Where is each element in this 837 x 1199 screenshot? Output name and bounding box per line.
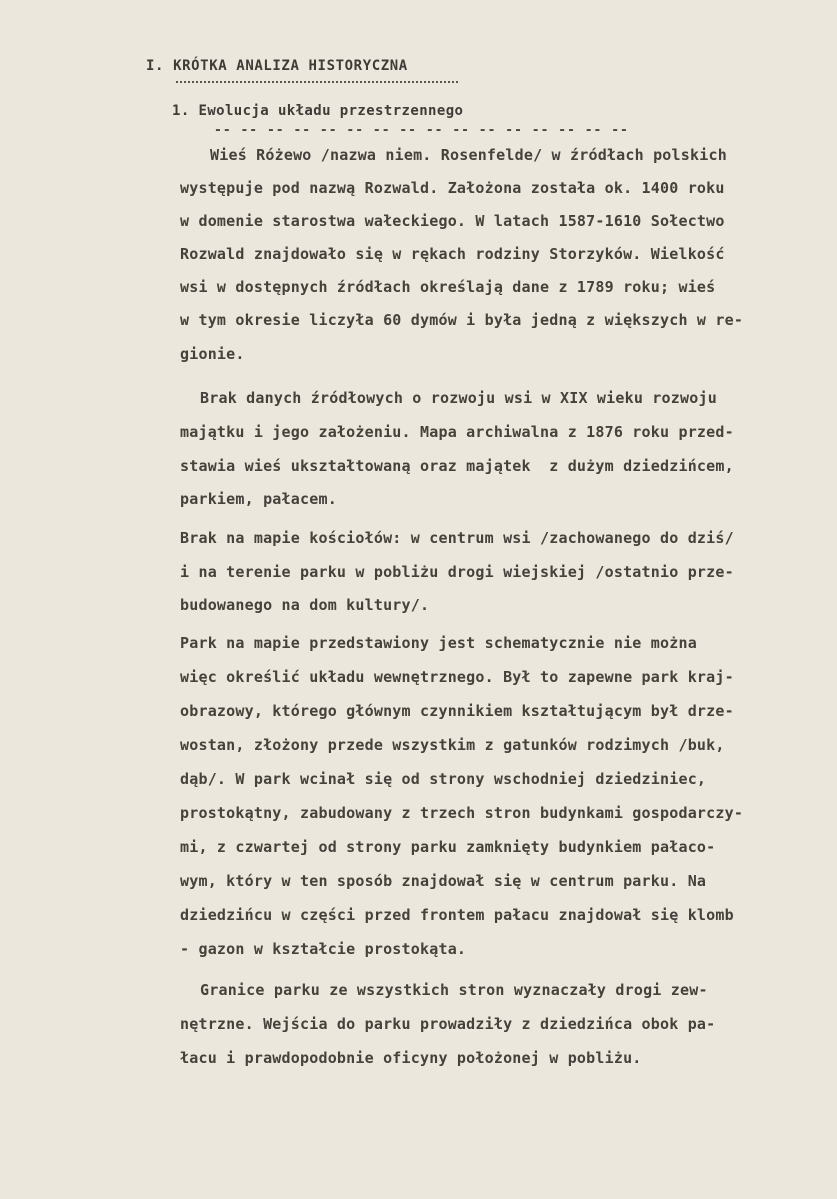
body-line: mi, z czwartej od strony parku zamknięty budynkiem pałaco- [180,838,716,856]
body-line: wsi w dostępnych źródłach określają dane z 1789 roku; wieś [180,278,716,296]
body-line: prostokątny, zabudowany z trzech stron budynkami gospodarczy- [180,804,744,822]
body-line: dziedzińcu w części przed frontem pałacu znajdował się klomb [180,906,734,924]
body-line: występuje pod nazwą Rozwald. Założona została ok. 1400 roku [180,179,725,197]
body-line: budowanego na dom kultury/. [180,596,430,614]
body-line: parkiem, pałacem. [180,490,337,508]
body-line: nętrzne. Wejścia do parku prowadziły z dziedzińca obok pa- [180,1015,716,1033]
body-line: wym, który w ten sposób znajdował się w centrum parku. Na [180,872,707,890]
body-line: stawia wieś ukształtowaną oraz majątek z dużym dziedzińcem, [180,457,734,475]
body-line: w domenie starostwa wałeckiego. W latach 1587-1610 Sołectwo [180,212,725,230]
body-line: Rozwald znajdowało się w rękach rodziny Storzyków. Wielkość [180,245,725,263]
body-line: Granice parku ze wszystkich stron wyznaczały drogi zew- [200,981,708,999]
sub-heading: 1. Ewolucja układu przestrzennego [172,103,464,119]
body-line: Park na mapie przedstawiony jest schematycznie nie można [180,634,697,652]
body-line: wostan, złożony przede wszystkim z gatunków rodzimych /buk, [180,736,725,754]
body-line: Brak na mapie kościołów: w centrum wsi /zachowanego do dziś/ [180,529,734,547]
main-heading-underline [176,81,458,83]
body-line: w tym okresie liczyła 60 dymów i była jedną z większych w re- [180,311,744,329]
body-line: Brak danych źródłowych o rozwoju wsi w XIX wieku rozwoju [200,389,717,407]
body-line: dąb/. W park wcinał się od strony wschodniej dziedziniec, [180,770,707,788]
main-heading: I. KRÓTKA ANALIZA HISTORYCZNA [146,58,408,74]
body-line: i na terenie parku w pobliżu drogi wiejskiej /ostatnio prze- [180,563,734,581]
body-line: majątku i jego założeniu. Mapa archiwalna z 1876 roku przed- [180,423,734,441]
sub-heading-underline: -- -- -- -- -- -- -- -- -- -- -- -- -- -- -- -- [214,123,629,138]
body-line: gionie. [180,345,245,363]
body-line: Wieś Różewo /nazwa niem. Rosenfelde/ w źródłach polskich [210,146,727,164]
body-line: - gazon w kształcie prostokąta. [180,940,467,958]
body-line: więc określić układu wewnętrznego. Był to zapewne park kraj- [180,668,734,686]
body-line: obrazowy, którego głównym czynnikiem kształtującym był drze- [180,702,734,720]
body-line: łacu i prawdopodobnie oficyny położonej w pobliżu. [180,1049,642,1067]
